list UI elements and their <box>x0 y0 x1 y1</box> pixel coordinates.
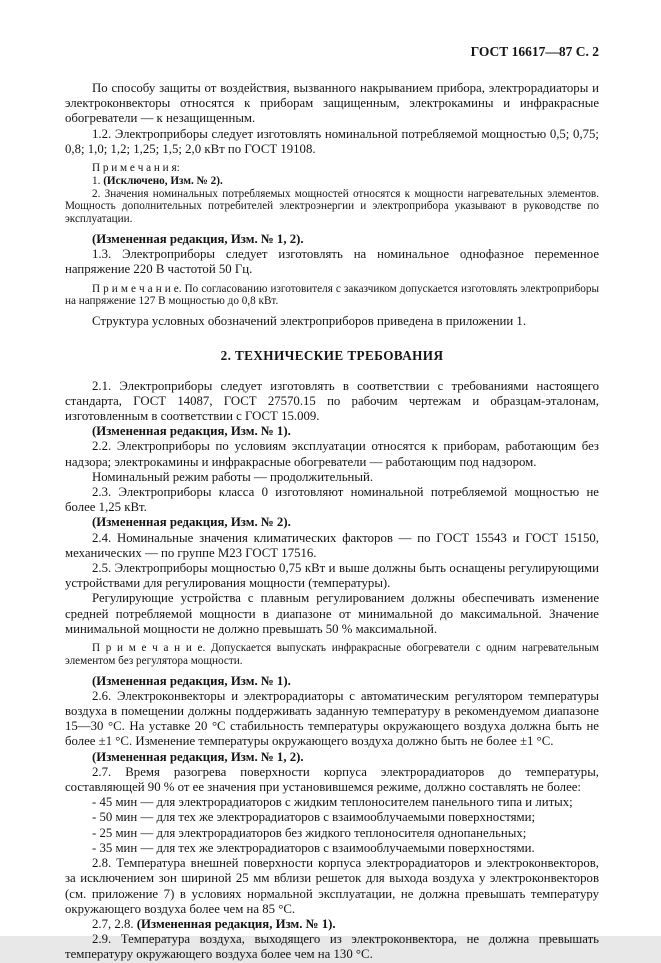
paragraph: (Измененная редакция, Изм. № 1, 2). <box>92 232 304 246</box>
paragraph: 2.6. Электроконвекторы и электрорадиаторы с автоматическим регулятором температуры воздуха в помещении должны поддерживать заданную температуру в рекомендуемом диапазоне 15—30 °С. На уставке 20 °С стабильность температуры окружающего воздуха должна быть не более ±1 °С. Изменение температуры окружающего воздуха должно быть не более ±1 °С. <box>65 688 599 749</box>
paragraph: 2.7. Время разогрева поверхности корпуса электрорадиаторов до температуры, составляющей 90 % от ее значения при установившемся режиме, должно составлять не более: <box>65 764 599 795</box>
note-paragraph: П р и м е ч а н и я: <box>92 162 180 175</box>
paragraph: - 45 мин — для электрорадиаторов с жидким теплоносителем панельного типа и литых; <box>92 795 573 810</box>
paragraph: 2.8. Температура внешней поверхности корпуса электрорадиаторов и электроконвекторов, за исключением зон шириной 25 мм вблизи решеток для выхода воздуха у электроконвекторов (см. приложение 7) в условиях нормальной эксплуатации, не должна превышать температуру окружающего воздуха более чем на 85 °С. <box>65 856 599 916</box>
document-content <box>65 81 599 963</box>
paragraph: Номинальный режим работы — продолжительный. <box>92 469 374 484</box>
paragraph: Регулирующие устройства с плавным регулированием должны обеспечивать изменение средней потребляемой мощности в диапазоне от минимальной до максимальной. Значение минимальной мощности не должно превышать 50 % максимальной. <box>65 591 599 636</box>
paragraph: - 25 мин — для электрорадиаторов без жидкого теплоносителя однопанельных; <box>92 825 527 840</box>
paragraph: 2.4. Номинальные значения климатических факторов — по ГОСТ 15543 и ГОСТ 15150, механических — по группе М23 ГОСТ 17516. <box>65 530 599 560</box>
paragraph: 2.9. Температура воздуха, выходящего из электроконвектора, не должна превышать температуру окружающего воздуха более чем на 130 °С. <box>65 932 599 962</box>
paragraph: (Измененная редакция, Изм. № 1). <box>92 424 291 439</box>
paragraph: 2.5. Электроприборы мощностью 0,75 кВт и выше должны быть оснащены регулирующими устройствами для регулирования мощности (температуры). <box>65 561 599 591</box>
note-paragraph: П р и м е ч а н и е. Допускается выпускать инфракрасные обогреватели с одним нагревательным элементом без регулятора мощности. <box>65 642 599 667</box>
note-paragraph: 1. (Исключено, Изм. № 2). <box>92 174 223 187</box>
note-paragraph: П р и м е ч а н и е. По согласованию изготовителя с заказчиком допускается изготовлять электроприборы на напряжение 127 В мощностью до 0,8 кВт. <box>65 282 599 308</box>
paragraph: 1.3. Электроприборы следует изготовлять на номинальное однофазное переменное напряжение 220 В частотой 50 Гц. <box>65 247 599 277</box>
paragraph: (Измененная редакция, Изм. № 2). <box>92 515 291 530</box>
paragraph: 2.3. Электроприборы класса 0 изготовляют номинальной потребляемой мощностью не более 1,25 кВт. <box>65 485 599 515</box>
paragraph: 2.1. Электроприборы следует изготовлять в соответствии с требованиями настоящего стандарта, ГОСТ 14087, ГОСТ 27570.15 по рабочим чертежам и образцам-эталонам, изготовленным в соответствии с ГОСТ 15.009. <box>65 378 599 424</box>
paragraph: - 35 мин — для тех же электрорадиаторов с взаимооблучаемыми поверхностями. <box>92 840 535 855</box>
page-header: ГОСТ 16617—87 С. 2 <box>470 44 599 59</box>
paragraph: (Измененная редакция, Изм. № 1, 2). <box>92 749 304 764</box>
paragraph: (Измененная редакция, Изм. № 1). <box>92 673 291 688</box>
note-paragraph: 2. Значения номинальных потребляемых мощностей относятся к мощности нагревательных элементов. Мощность дополнительных потребителей электроэнергии и электроприбора указывают в руководстве по эксплуатации. <box>65 187 599 226</box>
paragraph: 2.2. Электроприборы по условиям эксплуатации относятся к приборам, работающим без надзора; электрокамины и инфракрасные обогреватели — работающим под надзором. <box>65 439 599 469</box>
section-heading: 2. ТЕХНИЧЕСКИЕ ТРЕБОВАНИЯ <box>220 348 444 364</box>
paragraph: 1.2. Электроприборы следует изготовлять номинальной потребляемой мощностью 0,5; 0,75; 0,8; 1,0; 1,2; 1,25; 1,5; 2,0 кВт по ГОСТ 19108. <box>65 126 599 156</box>
paragraph: - 50 мин — для тех же электрорадиаторов с взаимооблучаемыми поверхностями; <box>92 810 536 825</box>
paragraph: Структура условных обозначений электроприборов приведена в приложении 1. <box>92 314 527 329</box>
paragraph: По способу защиты от воздействия, вызванного накрыванием прибора, электрорадиаторы и электроконвекторы относятся к приборам защищенным, электрокамины и инфракрасные обогреватели — к незащищенным. <box>65 81 599 126</box>
paragraph: 2.7, 2.8. (Измененная редакция, Изм. № 1). <box>92 916 336 931</box>
